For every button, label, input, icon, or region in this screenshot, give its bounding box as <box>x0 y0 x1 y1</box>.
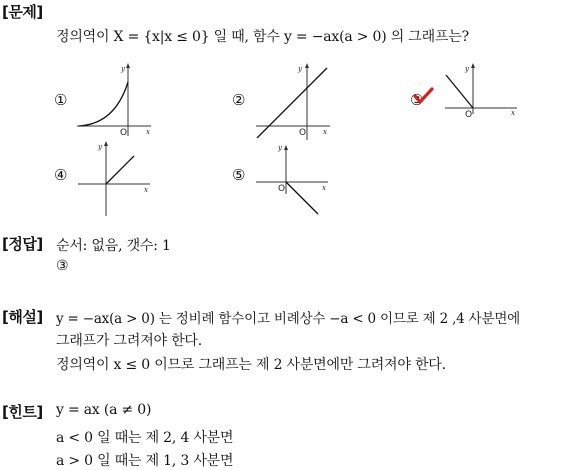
option-3-x-label: x <box>511 109 515 117</box>
option-3-number[interactable]: ③ <box>410 91 424 109</box>
hint-line-2: a < 0 일 때는 제 2, 4 사분면 <box>56 430 234 446</box>
option-3-origin: O <box>465 110 473 120</box>
option-2-number[interactable]: ② <box>232 91 246 109</box>
answer-line-2: ③ <box>56 258 69 274</box>
option-5-number[interactable]: ⑤ <box>232 166 246 184</box>
option-5-origin: O <box>278 184 286 194</box>
explanation-line-2: 그래프가 그려져야 한다. <box>56 333 202 349</box>
option-4-y-label: y <box>98 143 102 151</box>
option-2-origin: O <box>299 128 307 138</box>
option-2-y-label: y <box>298 65 302 73</box>
answer-tag: [정답] <box>2 235 43 253</box>
checkmark-icon <box>412 86 434 112</box>
option-2-graph <box>254 62 334 146</box>
option-4-number[interactable]: ④ <box>54 166 68 184</box>
option-2-x-label: x <box>323 128 327 136</box>
option-1-x-label: x <box>146 128 150 136</box>
option-5-y-label: y <box>278 144 282 152</box>
problem-question: 정의역이 X = {x|x ≤ 0} 일 때, 함수 y = −ax(a > 0) 의 그래프는? <box>56 29 469 45</box>
option-1-y-label: y <box>121 65 125 73</box>
hint-tag: [힌트] <box>2 403 43 421</box>
option-4-graph <box>76 140 156 224</box>
option-1-number[interactable]: ① <box>54 91 68 109</box>
explanation-line-1: y = −ax(a > 0) 는 정비례 함수이고 비례상수 −a < 0 이므로 제 2 ,4 사분면에 <box>56 311 521 327</box>
option-5-graph <box>254 138 334 222</box>
hint-line-1: y = ax (a ≠ 0) <box>56 402 152 418</box>
option-5-x-label: x <box>322 184 326 192</box>
explanation-tag: [해설] <box>2 308 43 326</box>
problem-tag: [문제] <box>2 3 43 21</box>
answer-line-1: 순서: 없음, 갯수: 1 <box>56 238 171 254</box>
hint-line-3: a > 0 일 때는 제 1, 3 사분면 <box>56 453 234 469</box>
explanation-line-3: 정의역이 x ≤ 0 이므로 그래프는 제 2 사분면에만 그려져야 한다. <box>56 357 446 373</box>
option-3-y-label: y <box>465 65 469 73</box>
option-1-graph <box>75 62 155 146</box>
option-4-x-label: x <box>144 186 148 194</box>
option-3-graph <box>443 62 523 126</box>
option-1-origin: O <box>120 128 128 138</box>
